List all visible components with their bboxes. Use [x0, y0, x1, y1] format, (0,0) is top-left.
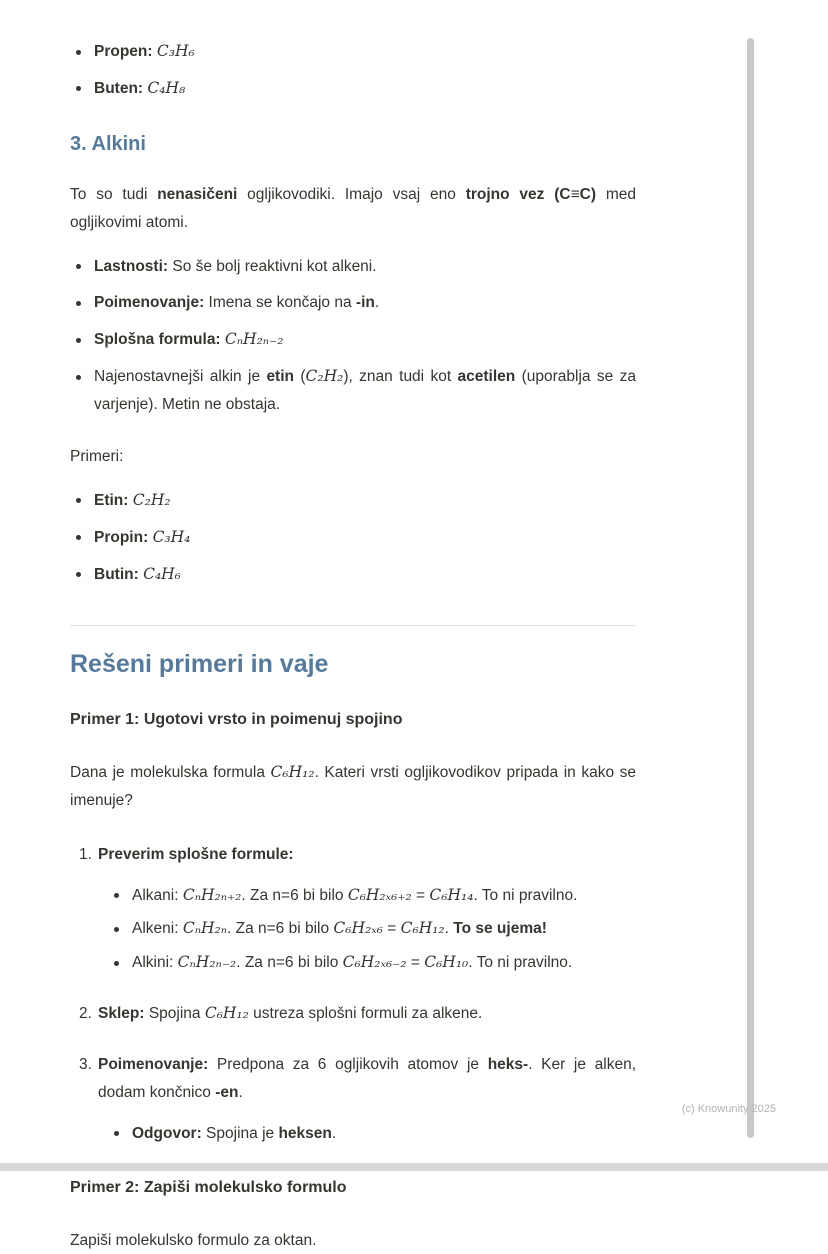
scrollbar-thumb[interactable]: [747, 38, 754, 1138]
bullet-dot: [76, 498, 81, 503]
chemical-formula: C₆H₂ₓ₆₊₂: [347, 885, 412, 904]
chemical-formula: CₙH₂ₙ₋₂: [224, 330, 284, 349]
bullet-dot: [76, 338, 81, 343]
list-item: [70, 253, 636, 281]
text-segment: To se ujema!: [453, 920, 547, 938]
text-segment: .: [238, 1084, 243, 1101]
chemical-formula: C₆H₁₂: [204, 1004, 249, 1023]
text-segment: (: [294, 368, 306, 386]
list-item: [70, 326, 636, 354]
bullet-dot: [76, 50, 81, 55]
list-item: [70, 561, 636, 589]
list-item: [70, 289, 636, 317]
list-number: 3.: [79, 1056, 92, 1074]
chemical-formula: C₄H₆: [143, 564, 181, 583]
bullet-dot: [76, 86, 81, 91]
primer-2-intro-paragraph: [70, 1227, 636, 1254]
chemical-formula: C₆H₂ₓ₆: [333, 919, 383, 938]
text-segment: (uporablja se za varjenje). Metin ne obstaja.: [94, 368, 636, 414]
chemical-formula: C₆H₁₀: [424, 953, 469, 972]
text-segment: ogljikovodiki. Imajo vsaj eno: [237, 185, 466, 203]
list-item-text: [132, 1125, 336, 1142]
text-segment: So še bolj reaktivni kot alkeni.: [168, 257, 377, 275]
chemical-formula: C₆H₁₂: [400, 919, 445, 938]
document-page: [70, 30, 636, 1254]
text-segment: Poimenovanje:: [98, 1056, 209, 1074]
list-item-text: [94, 80, 185, 97]
text-segment: med ogljikovimi atomi.: [70, 185, 636, 231]
numbered-item: [70, 1051, 636, 1148]
section-divider: [70, 625, 636, 626]
alkeni-examples-list: [70, 38, 636, 103]
text-segment: To so tudi: [70, 185, 158, 203]
chemical-formula: C₂H₂: [305, 367, 344, 386]
text-segment: Dana je molekulska formula: [70, 763, 271, 781]
text-segment: =: [382, 920, 401, 938]
list-item: [104, 915, 636, 943]
list-item: [104, 1120, 636, 1148]
text-segment: Najenostavnejši alkin je: [94, 368, 267, 386]
text-segment: Propin:: [94, 528, 153, 546]
text-segment: .: [374, 294, 380, 312]
primer-2-title: Primer 2: Zapiši molekulsko formulo: [70, 1178, 347, 1196]
text-segment: Buten:: [94, 79, 148, 97]
list-item-text: [94, 294, 379, 311]
text-segment: Alkani:: [132, 886, 183, 904]
list-item: [70, 363, 636, 419]
alkini-properties-list: [70, 253, 636, 419]
primer-1-intro-paragraph: [70, 759, 636, 815]
page-bottom-edge: [0, 1163, 828, 1171]
bullet-dot: [76, 572, 81, 577]
text-segment: nenasičeni: [157, 185, 238, 203]
chemical-formula: C₆H₁₄: [429, 885, 474, 904]
text-segment: Spojina je: [201, 1124, 279, 1142]
step-text: [98, 1005, 482, 1022]
list-item-text: [94, 43, 195, 60]
text-segment: ), znan tudi kot: [343, 368, 458, 386]
text-segment: Poimenovanje:: [94, 294, 205, 312]
text-segment: . To ni pravilno.: [468, 954, 573, 972]
step-text: [98, 1056, 636, 1101]
text-segment: Alkeni:: [132, 920, 183, 938]
text-segment: .: [331, 1124, 337, 1142]
text-segment: Preverim splošne formule:: [98, 845, 294, 863]
list-item: [104, 949, 636, 977]
list-item: [70, 524, 636, 552]
text-segment: -en: [215, 1084, 239, 1101]
text-segment: . Za n=6 bi bilo: [236, 954, 343, 972]
text-segment: . Za n=6 bi bilo: [227, 920, 334, 938]
text-segment: Alkini:: [132, 954, 178, 972]
text-segment: ustreza splošni formuli za alkene.: [248, 1005, 483, 1023]
text-segment: heks-: [487, 1056, 529, 1074]
list-item-text: [94, 566, 181, 583]
text-segment: Propen:: [94, 43, 157, 60]
chemical-formula: CₙH₂ₙ₊₂: [182, 885, 242, 904]
text-segment: Lastnosti:: [94, 257, 169, 275]
list-number: 1.: [79, 845, 92, 863]
chemical-formula: C₄H₈: [147, 78, 186, 97]
text-segment: acetilen: [457, 368, 516, 386]
text-segment: Sklep:: [98, 1005, 145, 1023]
bullet-dot: [114, 893, 119, 898]
list-item: [104, 882, 636, 910]
chemical-formula: CₙH₂ₙ: [182, 919, 227, 938]
chemical-formula: C₃H₆: [156, 42, 195, 60]
list-item-text: [132, 887, 577, 904]
alkini-examples-list: [70, 487, 636, 589]
text-segment: =: [406, 954, 425, 972]
bullet-dot: [114, 927, 119, 932]
solution-steps-list: [70, 841, 636, 1148]
section-heading-alkini: 3. Alkini: [70, 132, 146, 155]
bullet-dot: [76, 375, 81, 380]
text-segment: . Kateri vrsti ogljikovodikov pripada in kako se imenuje?: [70, 763, 636, 809]
bullet-dot: [114, 1131, 119, 1136]
examples-label: Primeri:: [70, 448, 124, 466]
chemical-formula: C₂H₂: [132, 490, 171, 509]
chemical-formula: C₃H₄: [152, 527, 191, 546]
watermark: (c) Knowunity 2025: [681, 1103, 776, 1115]
text-segment: . Za n=6 bi bilo: [241, 886, 348, 904]
text-segment: . To ni pravilno.: [473, 886, 578, 904]
list-number: 2.: [79, 1005, 92, 1023]
list-item: [70, 487, 636, 515]
list-item-text: [94, 368, 636, 413]
text-segment: Etin:: [94, 491, 133, 509]
text-segment: .: [444, 920, 454, 938]
list-item-text: [94, 258, 377, 275]
text-segment: Splošna formula:: [94, 331, 225, 349]
text-segment: heksen: [278, 1124, 332, 1142]
text-segment: -in: [355, 294, 375, 312]
bullet-dot: [114, 961, 119, 966]
alkini-intro-paragraph: [70, 181, 636, 237]
text-segment: Odgovor:: [132, 1124, 202, 1142]
text-segment: Imena se končajo na: [204, 294, 356, 312]
text-segment: trojno vez (C≡C): [465, 185, 596, 203]
text-segment: Butin:: [94, 565, 144, 583]
list-item-text: [94, 492, 171, 509]
numbered-item: [70, 841, 636, 978]
chemical-formula: C₆H₁₂: [270, 762, 315, 781]
list-item-text: [132, 920, 547, 937]
step-text: [98, 846, 294, 863]
text-segment: Predpona za 6 ogljikovih atomov je: [208, 1056, 488, 1074]
list-item-text: [132, 954, 572, 971]
text-segment: etin: [266, 368, 294, 386]
text-segment: Zapiši molekulsko formulo za oktan.: [70, 1231, 317, 1249]
chemical-formula: C₆H₂ₓ₆₋₂: [342, 953, 407, 972]
bullet-dot: [76, 535, 81, 540]
list-item: [70, 38, 636, 66]
answer-list: [104, 1120, 636, 1148]
bullet-dot: [76, 301, 81, 306]
formula-check-list: [104, 882, 636, 978]
chemical-formula: CₙH₂ₙ₋₂: [177, 953, 237, 972]
text-segment: . Ker je alken, dodam končnico: [98, 1056, 636, 1101]
list-item-text: [94, 529, 190, 546]
text-segment: =: [411, 886, 430, 904]
primer-1-title: Primer 1: Ugotovi vrsto in poimenuj spojino: [70, 711, 403, 729]
numbered-item: [70, 1000, 636, 1028]
list-item-text: [94, 331, 283, 348]
text-segment: Spojina: [144, 1005, 205, 1023]
list-item: [70, 75, 636, 103]
section-heading-solved-examples: Rešeni primeri in vaje: [70, 649, 329, 678]
bullet-dot: [76, 264, 81, 269]
